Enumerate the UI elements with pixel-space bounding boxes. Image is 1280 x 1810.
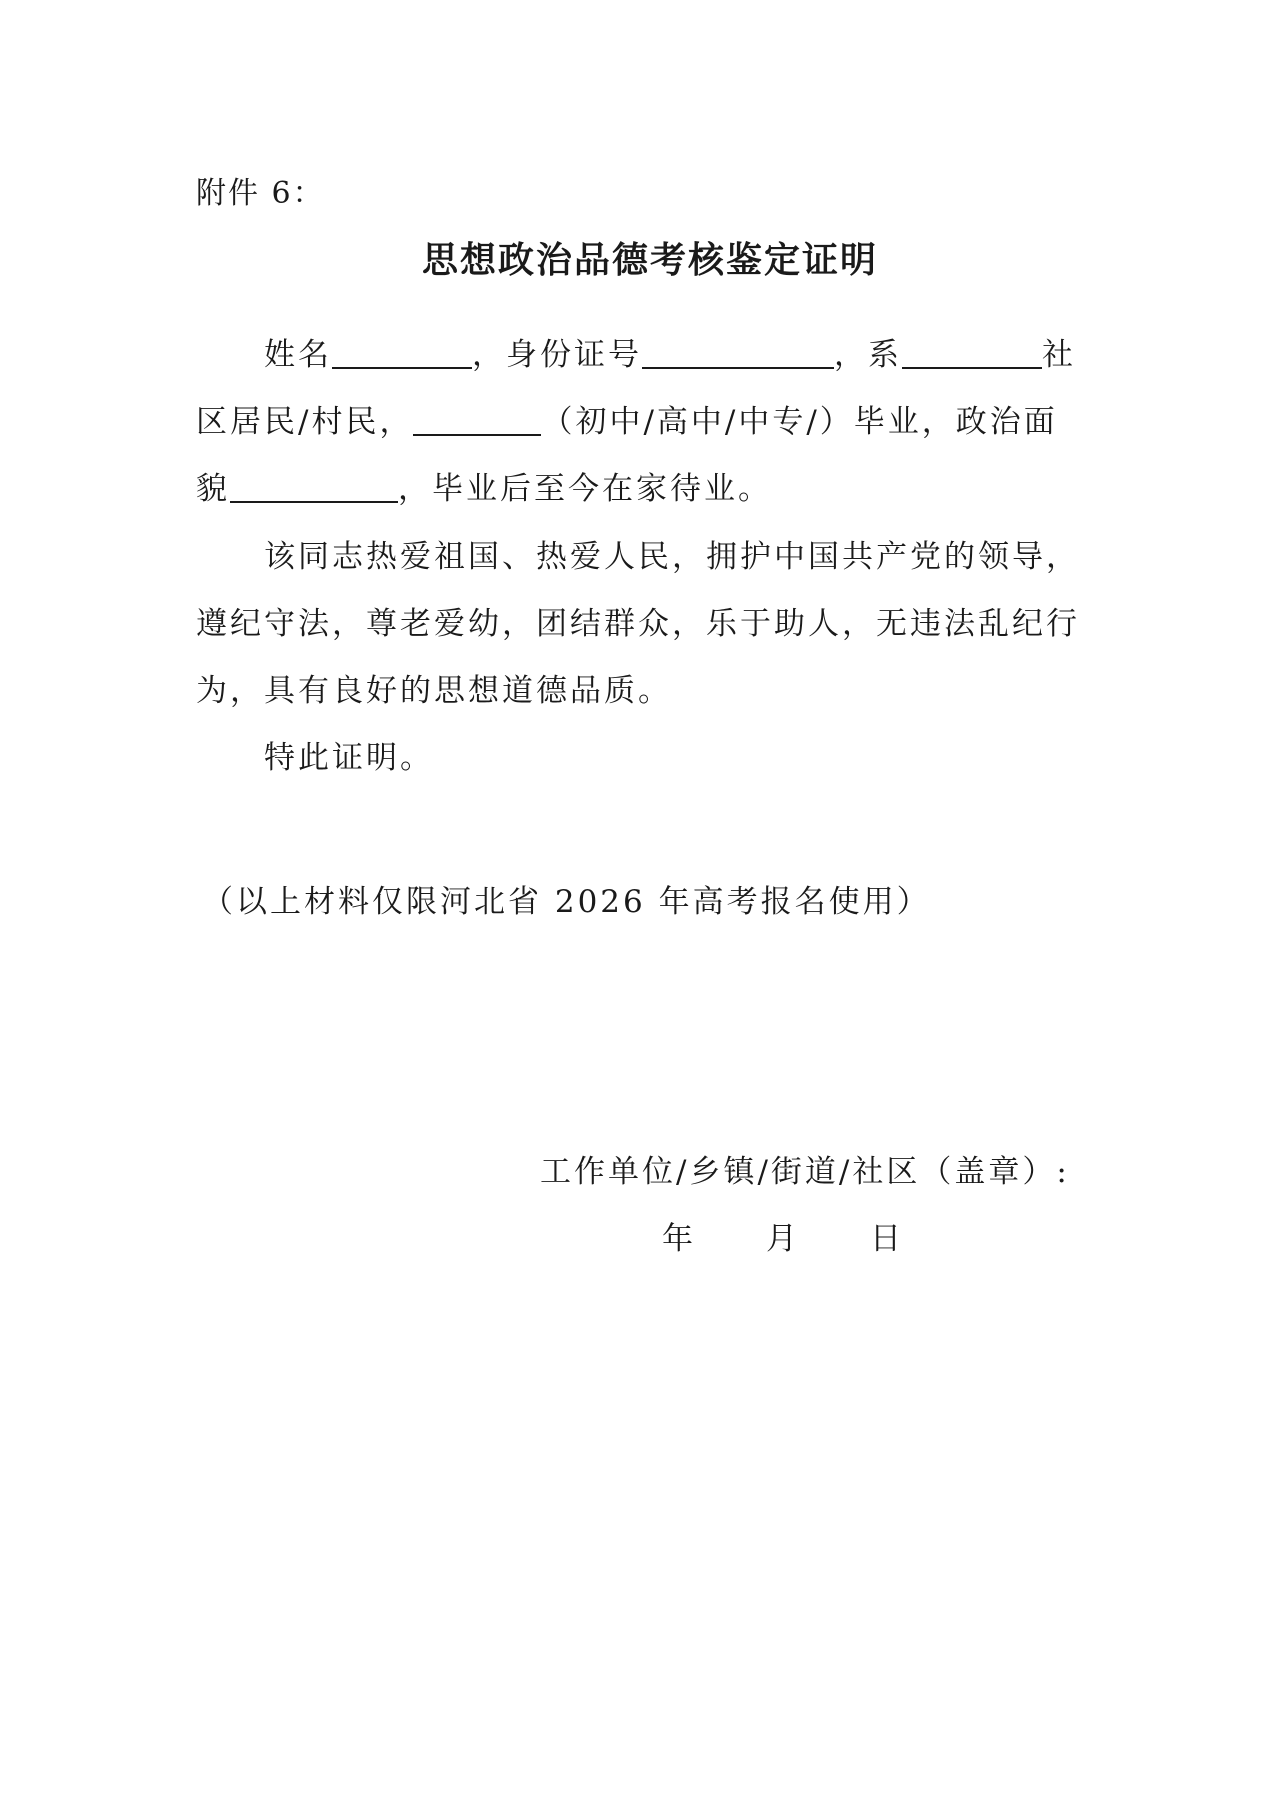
resident-label: 区居民/村民， xyxy=(196,404,414,440)
name-label: 姓名 xyxy=(264,337,332,373)
school-blank[interactable] xyxy=(413,402,541,436)
id-number-label: ，身份证号 xyxy=(472,337,642,373)
identity-line-3 xyxy=(196,456,1096,523)
character-paragraph xyxy=(196,524,1096,725)
date-month-label: 月 xyxy=(766,1221,800,1257)
certification-paragraph xyxy=(196,725,1096,792)
community-blank[interactable] xyxy=(902,335,1042,369)
document-title: 思想政治品德考核鉴定证明 xyxy=(421,240,878,281)
education-options-label: （初中/高中/中专/）毕业，政治面 xyxy=(541,404,1058,440)
id-number-blank[interactable] xyxy=(642,335,834,369)
certification-statement: 特此证明。 xyxy=(264,740,434,776)
identity-line-2 xyxy=(196,389,1096,456)
community-suffix-label: 社 xyxy=(1042,337,1076,373)
name-blank[interactable] xyxy=(332,335,472,369)
date-day-label: 日 xyxy=(870,1221,904,1257)
political-status-blank[interactable] xyxy=(230,469,398,503)
date-year-label: 年 xyxy=(662,1221,696,1257)
character-line-3: 为，具有良好的思想道德品质。 xyxy=(196,673,672,709)
character-line-1: 该同志热爱祖国、热爱人民，拥护中国共产党的领导， xyxy=(264,539,1080,575)
attachment-label: 附件 6： xyxy=(196,176,325,211)
signature-line: 工作单位/乡镇/街道/社区（盖章）: xyxy=(540,1154,1070,1190)
character-line-2: 遵纪守法，尊老爱幼，团结群众，乐于助人，无违法乱纪行 xyxy=(196,606,1080,642)
political-status-label: 貌 xyxy=(196,471,230,507)
identity-line-1 xyxy=(196,322,1096,389)
date-line xyxy=(662,1213,904,1258)
identity-paragraph xyxy=(196,322,1096,523)
community-prefix-label: ，系 xyxy=(834,337,902,373)
usage-note: （以上材料仅限河北省 2026 年高考报名使用） xyxy=(202,884,931,920)
unemployed-statement: ，毕业后至今在家待业。 xyxy=(398,471,772,507)
